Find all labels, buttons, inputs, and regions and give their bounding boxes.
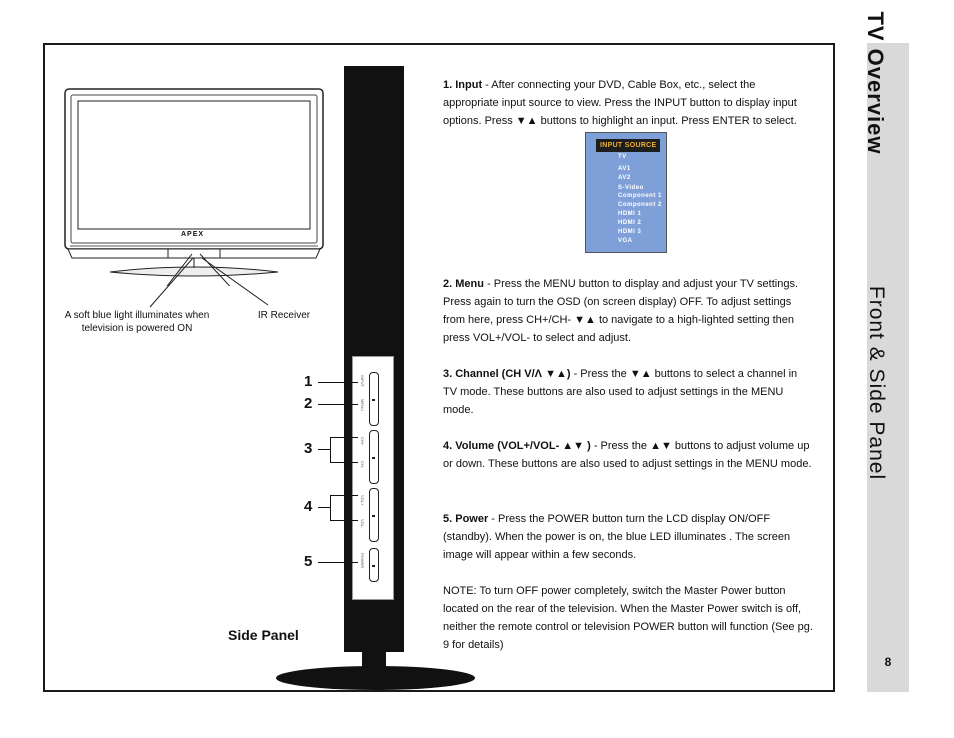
volume-heading: 4. Volume (VOL+/VOL- ▲▼ )	[443, 440, 591, 452]
volume-rocker[interactable]	[369, 488, 379, 542]
osd-item: Component 2	[618, 202, 662, 208]
section-title: TV Overview	[863, 11, 888, 155]
volume-section	[443, 437, 813, 473]
side-button-strip	[352, 356, 394, 600]
label-ch-down: CH-	[360, 461, 365, 469]
tv-brand-logo: APEX	[181, 231, 205, 238]
label-vol-up: VOL+	[360, 495, 365, 506]
channel-section	[443, 365, 813, 419]
osd-item: S-Video	[618, 185, 644, 191]
menu-section	[443, 275, 813, 347]
osd-header: INPUT SOURCE	[596, 139, 660, 152]
menu-heading: 2. Menu	[443, 278, 484, 290]
menu-text: - Press the MENU button to display and adjust your TV settings. Press again to turn the OSD (on screen display) OFF. To adjust settings from here, press CH+/CH- ▼▲ to navigate to a high-lighted setting then press VOL+/VOL- to select and adjust.	[443, 278, 799, 344]
volume-text: - Press the ▲▼ buttons to adjust volume up or down. These buttons are also used to adjust settings in the MENU mode.	[443, 440, 812, 470]
label-menu: MENU	[360, 399, 365, 411]
input-heading: 1. Input	[443, 79, 483, 91]
osd-item: AV1	[618, 166, 631, 172]
page-number: 8	[884, 655, 892, 669]
channel-rocker[interactable]	[369, 430, 379, 484]
power-section	[443, 510, 813, 564]
osd-item: Component 1	[618, 193, 662, 199]
ir-receiver-caption: IR Receiver	[257, 310, 311, 321]
note-section: NOTE: To turn OFF power completely, switch the Master Power button located on the rear of the television. When the Master Power switch is off, neither the remote control or television POWER button will function (See pg. 9 for details)	[443, 585, 813, 651]
label-ch-up: CH+	[360, 437, 365, 446]
callout-5: 5	[304, 553, 313, 570]
section-subtitle: Front & Side Panel	[865, 285, 888, 481]
input-text: - After connecting your DVD, Cable Box, etc., select the appropriate input source to view. Press the INPUT button to display input options. Press ▼▲ buttons to highlight an input. Press ENTER to select.	[443, 79, 797, 127]
power-heading: 5. Power	[443, 513, 489, 525]
callout-4: 4	[304, 498, 313, 515]
input-section	[443, 76, 813, 130]
label-power: POWER	[360, 553, 365, 569]
callout-2: 2	[304, 395, 313, 412]
input-menu-rocker[interactable]	[369, 372, 379, 426]
label-input: INPUT	[360, 375, 365, 387]
input-source-osd	[585, 132, 667, 253]
osd-item: VGA	[618, 238, 633, 244]
power-text: - Press the POWER button turn the LCD display ON/OFF (standby). When the power is on, the blue LED illuminates . The screen image will appear within a few seconds.	[443, 513, 791, 561]
led-caption: A soft blue light illuminates when television is powered ON	[64, 310, 210, 334]
channel-text: - Press the ▼▲ buttons to select a channel in TV mode. These buttons are also used to adjust settings in the MENU mode.	[443, 368, 798, 416]
osd-item: TV	[618, 154, 627, 160]
osd-item: AV2	[618, 175, 631, 181]
osd-item: HDMI 2	[618, 220, 642, 226]
side-panel-label: Side Panel	[228, 627, 299, 643]
callout-3: 3	[304, 440, 313, 457]
label-vol-down: VOL-	[360, 519, 365, 529]
callout-1: 1	[304, 373, 313, 390]
osd-item: HDMI 1	[618, 211, 642, 217]
power-button[interactable]	[369, 548, 379, 582]
stand-base	[276, 666, 475, 690]
osd-item: HDMI 3	[618, 229, 642, 235]
channel-heading: 3. Channel (CH V/Λ ▼▲)	[443, 368, 571, 380]
